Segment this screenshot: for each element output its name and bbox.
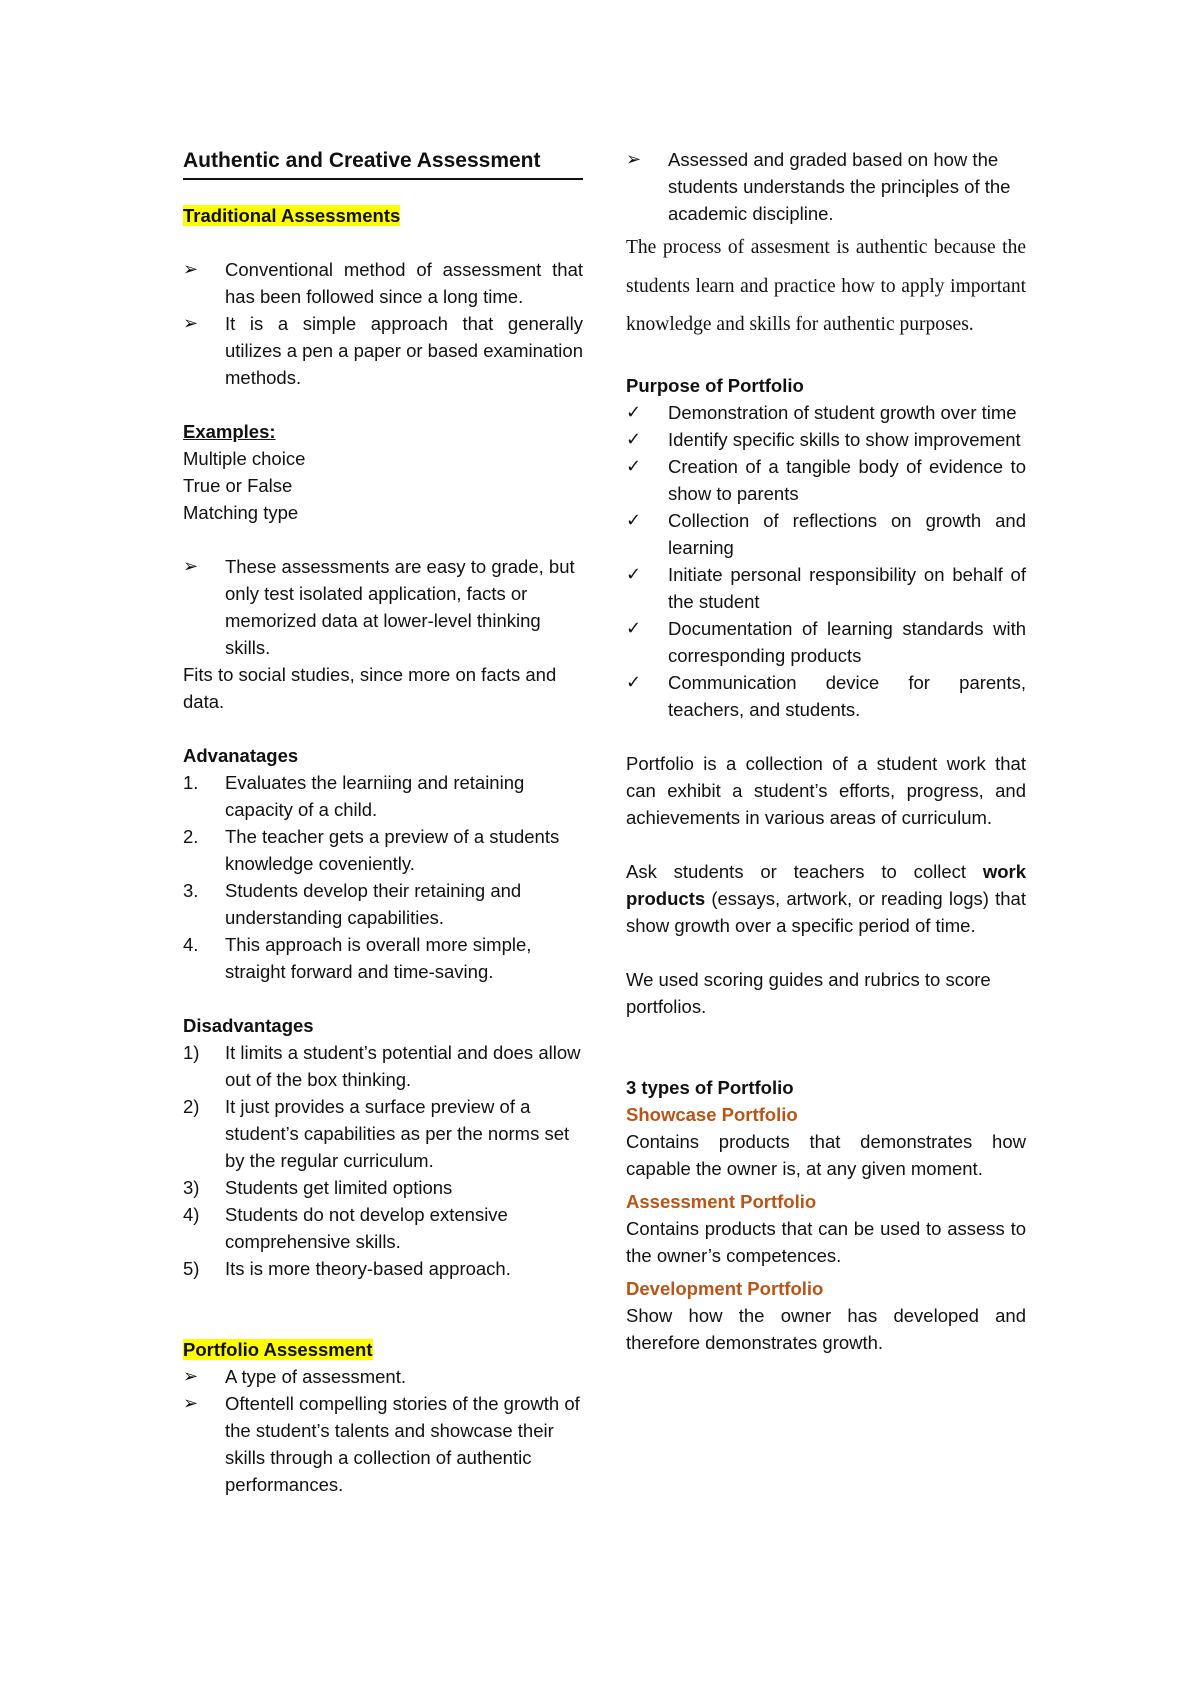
examples-heading: Examples:	[183, 421, 276, 442]
list-item: ➢ Conventional method of assessment that has been followed since a long time.	[183, 256, 583, 310]
disadvantages-list	[183, 1039, 583, 1282]
list-item: ✓ Collection of reflections on growth and learning	[626, 507, 1026, 561]
advantages-list	[183, 769, 583, 985]
list-item: ➢ These assessments are easy to grade, but only test isolated application, facts or memorized data at lower-level thinking skills.	[183, 553, 583, 661]
type-description: Show how the owner has developed and therefore demonstrates growth.	[626, 1304, 1026, 1353]
list-item: 4) Students do not develop extensive comprehensive skills.	[183, 1204, 508, 1252]
scoring-paragraph: We used scoring guides and rubrics to score portfolios.	[626, 968, 991, 1017]
purpose-list	[626, 399, 1026, 723]
type-name: Development Portfolio	[626, 1277, 824, 1299]
list-item: 1. Evaluates the learniing and retaining capacity of a child.	[183, 772, 525, 820]
list-item: ✓ Communication device for parents, teachers, and students.	[626, 669, 1026, 723]
list-item: 3) Students get limited options	[183, 1177, 453, 1198]
ask-paragraph: Ask students or teachers to collect work products (essays, artwork, or reading logs) that show growth over a specific period of time.	[626, 860, 1026, 936]
list-item: ✓ Creation of a tangible body of evidence to show to parents	[626, 453, 1026, 507]
list-item: ➢ Oftentell compelling stories of the growth of the student’s talents and showcase their skills through a collection of authentic performances.	[183, 1390, 583, 1498]
right-column	[626, 146, 1026, 1356]
disadvantages-heading: Disadvantages	[183, 1015, 314, 1036]
left-column	[183, 146, 583, 1498]
list-item: ✓ Initiate personal responsibility on behalf of the student	[626, 561, 1026, 615]
traditional-bullets	[183, 256, 583, 391]
checkmark-icon: ✓	[626, 401, 642, 422]
example-item: Matching type	[183, 502, 299, 523]
type-name: Assessment Portfolio	[626, 1190, 817, 1212]
list-item: ➢ It is a simple approach that generally utilizes a pen a paper or based examination methods.	[183, 310, 583, 391]
traditional-note: Fits to social studies, since more on facts and data.	[183, 664, 557, 712]
list-item: ➢ Assessed and graded based on how the students understands the principles of the academic discipline.	[626, 146, 1026, 227]
list-item: 3. Students develop their retaining and understanding capabilities.	[183, 880, 522, 928]
example-item: Multiple choice	[183, 448, 306, 469]
checkmark-icon: ✓	[626, 563, 642, 584]
process-paragraph: The process of assesment is authentic because the students learn and practice how to apply important knowledge and skills for authentic purposes.	[626, 237, 1026, 335]
checkmark-icon: ✓	[626, 509, 642, 530]
type-description: Contains products that demonstrates how capable the owner is, at any given moment.	[626, 1130, 1026, 1179]
type-name: Showcase Portfolio	[626, 1103, 798, 1125]
types-heading: 3 types of Portfolio	[626, 1076, 794, 1098]
arrow-bullet-icon: ➢	[183, 259, 199, 279]
advantages-heading: Advanatages	[183, 745, 299, 766]
arrow-bullet-icon: ➢	[183, 1393, 199, 1413]
list-item: 1) It limits a student’s potential and does allow out of the box thinking.	[183, 1042, 581, 1090]
list-item: ✓ Documentation of learning standards with corresponding products	[626, 615, 1026, 669]
list-item: 2) It just provides a surface preview of a student’s capabilities as per the norms set by the regular curriculum.	[183, 1096, 570, 1171]
list-item: ➢ A type of assessment.	[183, 1363, 583, 1390]
traditional-bullet-2	[183, 553, 583, 661]
checkmark-icon: ✓	[626, 455, 642, 476]
list-item: ✓ Demonstration of student growth over time	[626, 399, 1026, 426]
list-item: 4. This approach is overall more simple, straight forward and time-saving.	[183, 934, 532, 982]
arrow-bullet-icon: ➢	[183, 1366, 199, 1386]
checkmark-icon: ✓	[626, 428, 642, 449]
portfolio-definition: Portfolio is a collection of a student work that can exhibit a student’s efforts, progress, and achievements in various areas of curriculum.	[626, 752, 1026, 828]
checkmark-icon: ✓	[626, 671, 642, 692]
arrow-bullet-icon: ➢	[183, 313, 199, 333]
type-description: Contains products that can be used to assess to the owner’s competences.	[626, 1217, 1026, 1266]
list-item: 2. The teacher gets a preview of a students knowledge coveniently.	[183, 826, 560, 874]
list-item: ✓ Identify specific skills to show improvement	[626, 426, 1026, 453]
portfolio-bullets	[183, 1363, 583, 1498]
assessed-bullet	[626, 146, 1026, 227]
purpose-heading: Purpose of Portfolio	[626, 374, 804, 396]
checkmark-icon: ✓	[626, 617, 642, 638]
arrow-bullet-icon: ➢	[626, 149, 642, 169]
traditional-heading: Traditional Assessments	[183, 205, 401, 226]
page-title: Authentic and Creative Assessment	[183, 146, 583, 180]
arrow-bullet-icon: ➢	[183, 556, 199, 576]
portfolio-assessment-heading: Portfolio Assessment	[183, 1339, 373, 1360]
list-item: 5) Its is more theory-based approach.	[183, 1258, 511, 1279]
example-item: True or False	[183, 475, 293, 496]
